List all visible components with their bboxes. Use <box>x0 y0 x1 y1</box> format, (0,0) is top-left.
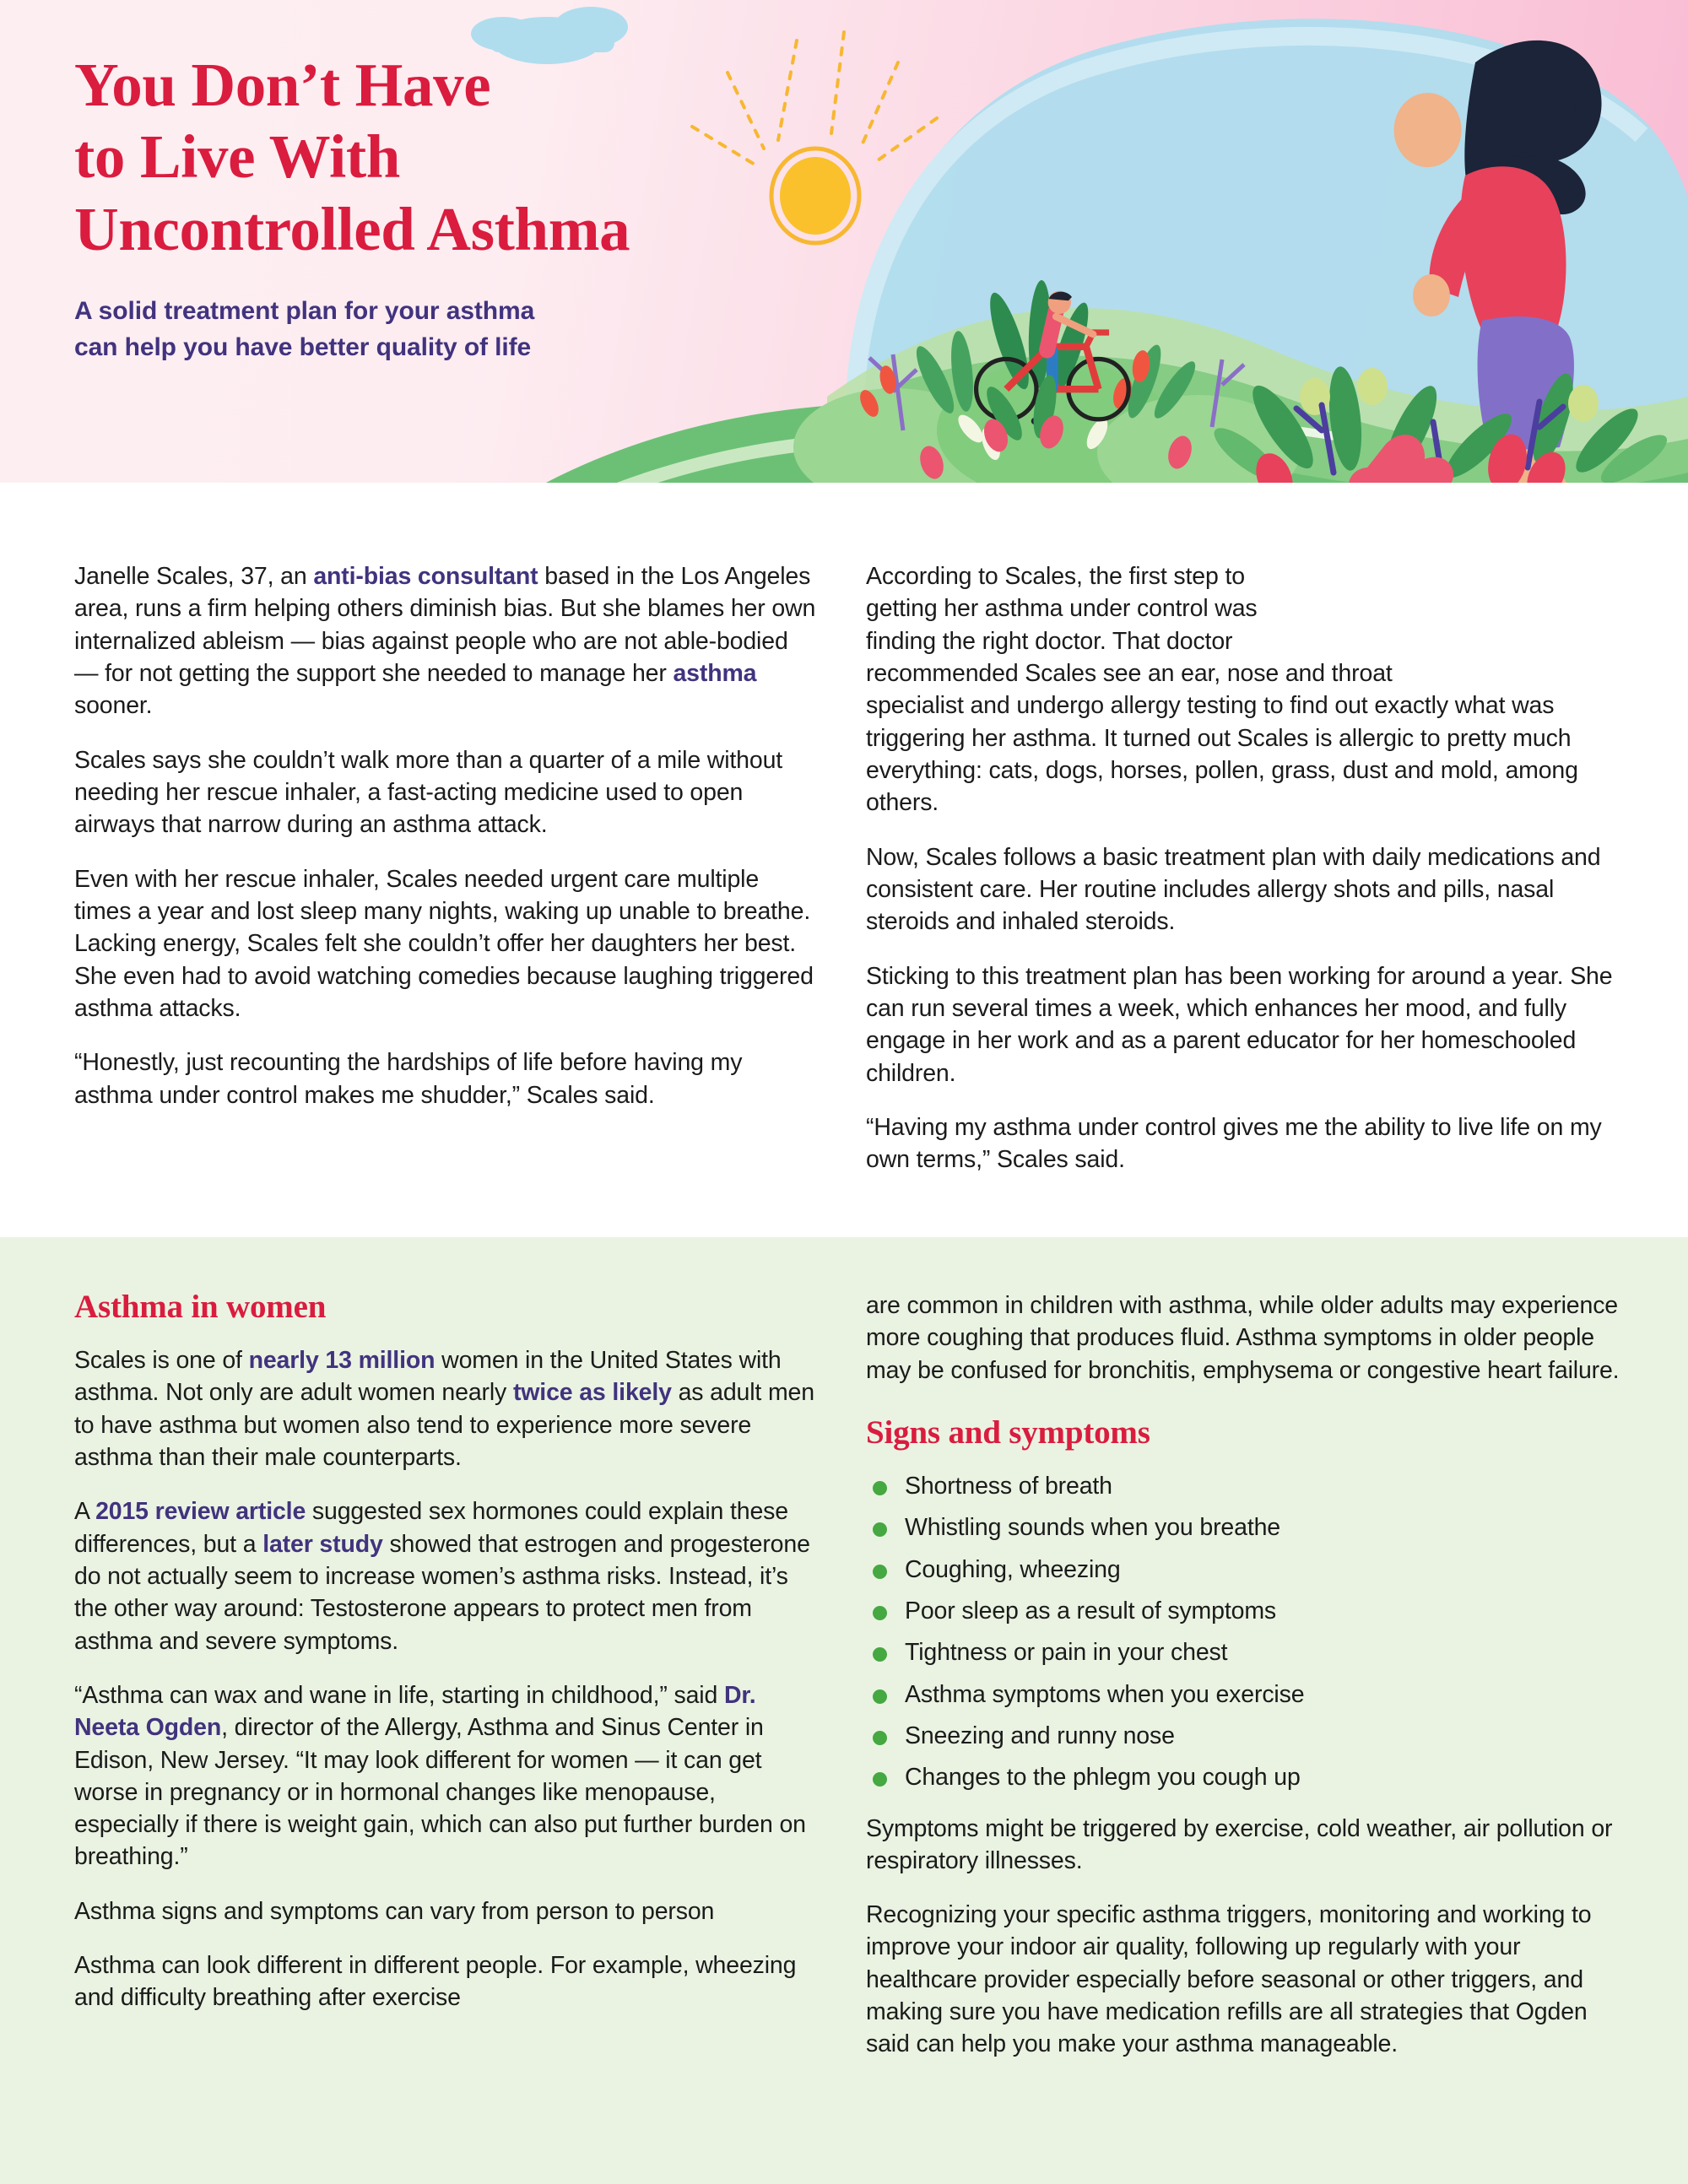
paragraph <box>74 560 817 722</box>
paragraph: are common in children with asthma, while older adults may experience more coughing that produces fluid. Asthma symptoms in older people may be confused for bronchitis, emphysema or congestive heart failure. <box>866 1292 1620 1384</box>
symptom-list-item <box>866 1554 1626 1586</box>
text-run: women in the United States with asthma. Not only are adult women nearly <box>74 1346 782 1407</box>
paragraph <box>74 1344 817 1473</box>
text-run: According to Scales, the first step to getting her asthma under control was finding the right doctor. That doctor recommended Scales see an ear, nose and throat specialist and undergo allergy testing to find out exactly what was triggering her asthma. It turned out Scales is allergic to pretty much everything: cats, dogs, horses, pollen, grass, dust and mold, among others. <box>866 563 1578 817</box>
paragraph <box>74 1895 817 1927</box>
text-run: Asthma signs and symptoms can vary from person to person <box>74 1897 715 1925</box>
green-info-section <box>0 1237 1688 2184</box>
bullet-dot-icon <box>873 1565 887 1579</box>
highlighted-term[interactable]: Dr. Neeta Ogden <box>74 1681 756 1742</box>
text-run: Scales is one of <box>74 1346 249 1374</box>
header-text-block <box>74 49 834 365</box>
text-run: showed that estrogen and progesterone do not actually seem to increase women’s asthma risks. Instead, it’s the other way around: Testosterone appears to protect men from asthma and severe symptoms. <box>74 1530 810 1655</box>
symptom-label: Coughing, wheezing <box>905 1555 1121 1583</box>
title-line-2: to Live With <box>74 122 400 192</box>
symptom-list-item <box>866 1679 1626 1711</box>
highlighted-term[interactable]: twice as likely <box>512 1379 672 1407</box>
paragraph <box>866 960 1626 1089</box>
page-header <box>0 0 1688 483</box>
bullet-dot-icon <box>873 1481 887 1495</box>
bullet-dot-icon <box>873 1606 887 1620</box>
text-run: “Having my asthma under control gives me the ability to live life on my own terms,” Scales said. <box>866 1113 1602 1174</box>
text-run: Asthma can look different in different people. For example, wheezing and difficulty breathing after exercise <box>74 1952 797 2012</box>
paragraph <box>866 841 1626 938</box>
paragraph: Recognizing your specific asthma triggers, monitoring and working to improve your indoor air quality, following up regularly with your healthcare provider especially before seasonal or other triggers, and making sure you have medication refills are all strategies that Ogden said can help you make your asthma manageable. <box>866 1901 1592 2058</box>
paragraph <box>74 1679 817 1873</box>
symptom-list-item <box>866 1761 1626 1793</box>
symptom-list-item <box>866 1511 1626 1543</box>
article-body <box>0 483 1688 1225</box>
symptom-label: Poor sleep as a result of symptoms <box>905 1597 1277 1624</box>
text-run: A <box>74 1498 96 1526</box>
paragraph <box>866 1111 1626 1176</box>
subtitle-line-1: A solid treatment plan for your asthma <box>74 297 535 326</box>
highlighted-term[interactable]: anti-bias consultant <box>313 563 538 590</box>
paragraph <box>74 1495 817 1657</box>
section-heading-asthma-in-women: Asthma in women <box>74 1289 327 1325</box>
highlighted-term[interactable]: later study <box>262 1530 383 1558</box>
symptom-label: Whistling sounds when you breathe <box>905 1514 1280 1542</box>
highlighted-term[interactable]: 2015 review article <box>95 1498 306 1526</box>
highlighted-term[interactable]: nearly 13 million <box>248 1346 436 1374</box>
highlighted-term[interactable]: asthma <box>673 659 757 687</box>
text-run: “Honestly, just recounting the hardships of life before having my asthma under control makes me shudder,” Scales said. <box>74 1049 743 1109</box>
green-left-column <box>74 1289 817 2014</box>
text-run: , director of the Allergy, Asthma and Sinus Center in Edison, New Jersey. “It may look different for women — it can get worse in pregnancy or in hormonal changes like menopause, especially if there is weight gain, which can also put further burden on breathing.” <box>74 1714 806 1871</box>
text-run: based in the Los Angeles area, runs a firm helping others diminish bias. But she blames her own internalized ableism — bias against people who are not able-bodied — for not getting the support she needed to manage her <box>74 563 816 687</box>
text-run: Janelle Scales, 37, an <box>74 563 314 590</box>
bullet-dot-icon <box>873 1689 887 1704</box>
symptom-list-item <box>866 1595 1626 1627</box>
page-title <box>74 49 834 265</box>
symptom-label: Shortness of breath <box>905 1472 1112 1500</box>
section-heading-signs-and-symptoms: Signs and symptoms <box>866 1414 1150 1451</box>
paragraph <box>74 1046 817 1111</box>
paragraph <box>74 863 817 1025</box>
paragraph <box>74 1949 817 2014</box>
paragraph <box>866 560 1626 819</box>
symptom-list-item <box>866 1720 1626 1752</box>
symptom-list-item <box>866 1636 1626 1668</box>
symptom-list-item <box>866 1470 1626 1502</box>
bullet-dot-icon <box>873 1772 887 1787</box>
article-right-column <box>866 560 1626 1176</box>
article-left-column <box>74 560 817 1111</box>
symptom-label: Sneezing and runny nose <box>905 1722 1175 1749</box>
bullet-dot-icon <box>873 1731 887 1745</box>
title-line-3: Uncontrolled Asthma <box>74 194 630 263</box>
text-run: suggested sex hormones could explain these differences, but a <box>74 1498 788 1558</box>
symptom-label: Changes to the phlegm you cough up <box>905 1764 1301 1792</box>
paragraph <box>74 744 817 841</box>
text-run: Now, Scales follows a basic treatment plan with daily medications and consistent care. Her routine includes allergy shots and pills, nasal steroids and inhaled steroids. <box>866 843 1601 936</box>
symptom-label: Tightness or pain in your chest <box>905 1639 1228 1667</box>
green-right-column <box>866 1289 1626 2061</box>
text-run: “Asthma can wax and wane in life, starting in childhood,” said <box>74 1681 724 1709</box>
paragraph: Symptoms might be triggered by exercise, cold weather, air pollution or respiratory illnesses. <box>866 1814 1613 1874</box>
text-run: Sticking to this treatment plan has been working for around a year. She can run several times a week, which enhances her mood, and fully engage in her work and as a parent educator for her homeschooled children. <box>866 962 1613 1087</box>
bullet-dot-icon <box>873 1647 887 1662</box>
text-run: as adult men to have asthma but women also tend to experience more severe asthma than their male counterparts. <box>74 1379 814 1471</box>
page-subtitle <box>74 294 834 365</box>
bullet-dot-icon <box>873 1522 887 1537</box>
subtitle-line-2: can help you have better quality of life <box>74 332 532 361</box>
text-run: Scales says she couldn’t walk more than a quarter of a mile without needing her rescue inhaler, a fast-acting medicine used to open airways that narrow during an asthma attack. <box>74 746 783 839</box>
symptoms-list <box>866 1470 1626 1794</box>
title-line-1: You Don’t Have <box>74 51 491 119</box>
symptom-label: Asthma symptoms when you exercise <box>905 1680 1305 1708</box>
text-run: Even with her rescue inhaler, Scales needed urgent care multiple times a year and lost sleep many nights, waking up unable to breathe. Lacking energy, Scales felt she couldn’t offer her daughters her best. She even had to avoid watching comedies because laughing triggered asthma attacks. <box>74 865 814 1022</box>
text-run: sooner. <box>74 692 153 720</box>
